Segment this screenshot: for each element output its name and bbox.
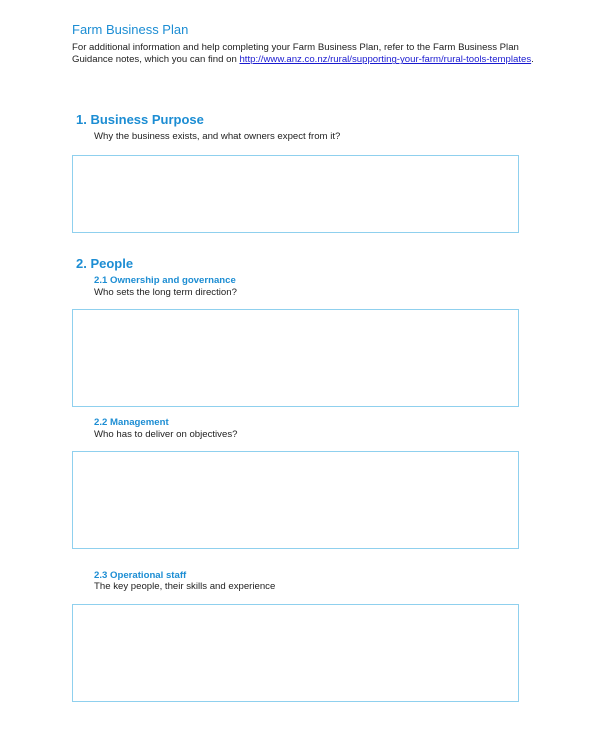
intro-text: For additional information and help completing your Farm Business Plan, refer to the Farm Business Plan Guidance notes, which you can find on — [72, 42, 519, 66]
ownership-governance-answer-field[interactable] — [72, 309, 519, 407]
management-answer-field[interactable] — [72, 451, 519, 549]
section-heading-people: 2. People — [76, 256, 134, 271]
ownership-governance-prompt: Who sets the long term direction? — [94, 287, 237, 298]
subheading-management: 2.2 Management — [94, 417, 169, 428]
document-title: Farm Business Plan — [72, 22, 189, 37]
intro-paragraph — [72, 42, 542, 67]
subheading-operational-staff: 2.3 Operational staff — [94, 570, 187, 581]
operational-staff-prompt: The key people, their skills and experience — [94, 581, 276, 592]
business-purpose-prompt: Why the business exists, and what owners expect from it? — [94, 131, 341, 142]
intro-end: . — [531, 54, 534, 66]
operational-staff-answer-field[interactable] — [72, 604, 519, 702]
management-prompt: Who has to deliver on objectives? — [94, 429, 238, 440]
guidance-notes-link[interactable]: http://www.anz.co.nz/rural/supporting-your-farm/rural-tools-templates — [239, 54, 532, 66]
business-purpose-answer-field[interactable] — [72, 155, 519, 233]
section-heading-business-purpose: 1. Business Purpose — [76, 112, 204, 127]
subheading-ownership-governance: 2.1 Ownership and governance — [94, 275, 236, 286]
